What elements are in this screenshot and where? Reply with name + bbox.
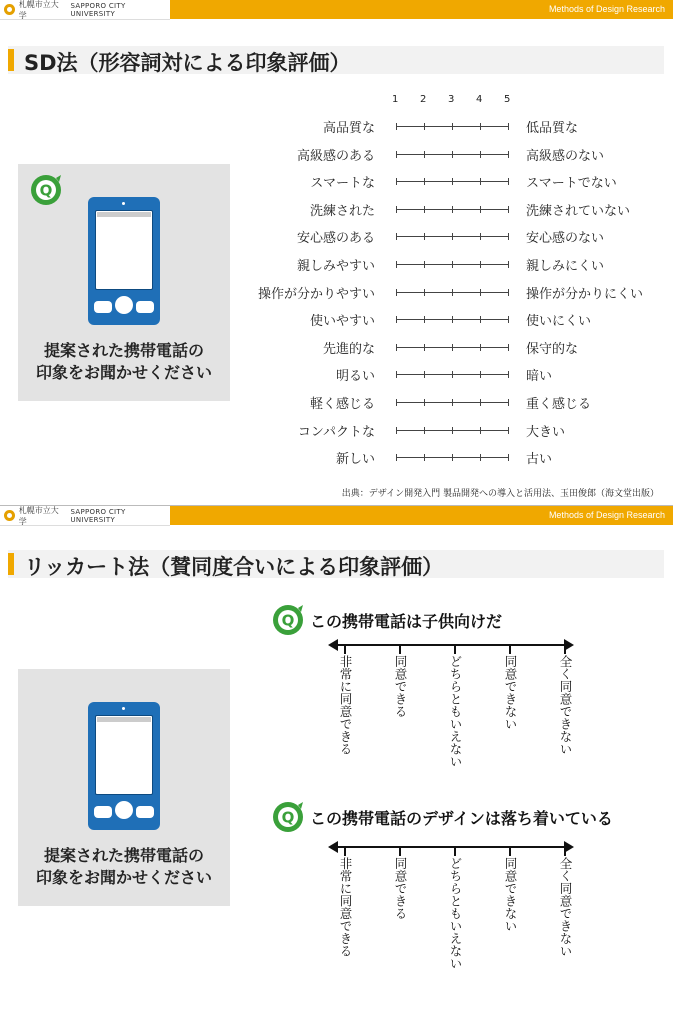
sd-scale-tick[interactable] [452, 316, 453, 323]
likert-option-label: 同意できない [503, 857, 518, 932]
sd-scale-tick[interactable] [396, 178, 397, 185]
sd-right-adjective: 暗い [526, 369, 553, 385]
slide-likert-method [0, 505, 673, 1010]
logo-en-text: SAPPORO CITY UNIVERSITY [70, 507, 126, 524]
svg-text:Q: Q [281, 611, 295, 630]
question-q-icon [30, 174, 62, 206]
sd-right-adjective: 高級感のない [526, 148, 605, 164]
sd-scale-tick[interactable] [452, 427, 453, 434]
sd-left-adjective: 高品質な [322, 121, 375, 136]
sd-scale-tick[interactable] [424, 427, 425, 434]
likert-option-label: 同意できる [393, 857, 408, 920]
sd-scale-tick[interactable] [452, 371, 453, 378]
mobile-phone-illustration [88, 197, 160, 325]
sd-scale-tick[interactable] [452, 151, 453, 158]
sd-right-adjective: 低品質な [526, 121, 579, 136]
likert-option-label: 非常に同意できる [338, 655, 353, 755]
sd-scale-tick[interactable] [424, 151, 425, 158]
sd-scale-tick[interactable] [508, 316, 509, 323]
sd-scale-line [396, 402, 508, 403]
sd-left-adjective: コンパクトな [297, 424, 375, 440]
sd-scale-tick[interactable] [480, 289, 481, 296]
scale-number: 4 [476, 94, 483, 105]
sd-scale-tick[interactable] [396, 454, 397, 461]
sd-scale-tick[interactable] [508, 427, 509, 434]
sd-scale-tick[interactable] [508, 178, 509, 185]
likert-tick[interactable] [399, 847, 401, 856]
sd-scale-tick[interactable] [396, 399, 397, 406]
question-text: この携帯電話は子供向けだ [310, 612, 503, 631]
sd-scale-line [396, 264, 508, 265]
scale-axis-line [330, 644, 568, 646]
sd-scale-line [396, 430, 508, 431]
likert-option-label: 同意できない [503, 655, 518, 730]
sd-left-adjective: 先進的な [322, 341, 375, 357]
slide-title-bar [8, 550, 664, 578]
sd-scale-tick[interactable] [508, 289, 509, 296]
sd-scale-tick[interactable] [396, 123, 397, 130]
likert-option-label: 全く同意できない [558, 655, 573, 755]
sd-scale-tick[interactable] [480, 454, 481, 461]
sd-scale-tick[interactable] [424, 316, 425, 323]
sd-scale-tick[interactable] [424, 344, 425, 351]
likert-tick[interactable] [509, 645, 511, 654]
sd-right-adjective: 安心感のない [526, 231, 605, 247]
sd-scale-tick[interactable] [452, 178, 453, 185]
panel-caption [18, 340, 230, 384]
sd-scale-tick[interactable] [452, 123, 453, 130]
sd-scale-tick[interactable] [480, 316, 481, 323]
logo-jp-text: 札幌市立大学 [18, 0, 59, 20]
sd-scale-tick[interactable] [508, 344, 509, 351]
sd-scale-tick[interactable] [508, 261, 509, 268]
sd-scale-tick[interactable] [508, 233, 509, 240]
header-course-title: Methods of Design Research [548, 510, 665, 520]
header-bar [0, 506, 673, 525]
header-course-title: Methods of Design Research [548, 4, 665, 14]
likert-option-label: どちらともいえない [448, 857, 463, 970]
likert-tick[interactable] [564, 847, 566, 856]
likert-tick[interactable] [399, 645, 401, 654]
sd-scale-tick[interactable] [480, 371, 481, 378]
sd-scale-tick[interactable] [424, 399, 425, 406]
sd-scale-tick[interactable] [396, 151, 397, 158]
sd-scale-tick[interactable] [452, 454, 453, 461]
logo-mark-icon [4, 510, 15, 521]
source-citation: 出典：デザイン開発入門 製品開発への導入と活用法、玉田俊郎（海文堂出版） [341, 489, 659, 499]
university-logo [0, 506, 170, 526]
caption-line-1: 提案された携帯電話の [43, 341, 204, 360]
svg-text:Q: Q [281, 808, 295, 827]
arrow-left-icon [328, 841, 338, 853]
sd-left-adjective: 軽く感じる [309, 397, 375, 412]
sd-scale-tick[interactable] [424, 233, 425, 240]
sd-scale-tick[interactable] [396, 233, 397, 240]
slide-title: リッカート法（賛同度合いによる印象評価） [24, 555, 444, 579]
header-bar [0, 0, 673, 19]
sd-scale-tick[interactable] [452, 233, 453, 240]
sd-right-adjective: スマートでない [526, 176, 617, 192]
panel-caption [18, 845, 230, 889]
sd-scale-tick[interactable] [480, 233, 481, 240]
sd-left-adjective: 洗練された [309, 203, 375, 219]
slide-title: SD法（形容詞対による印象評価） [24, 51, 351, 75]
sd-left-adjective: 親しみやすい [296, 259, 375, 274]
sd-scale-tick[interactable] [508, 399, 509, 406]
sd-scale-tick[interactable] [452, 399, 453, 406]
sd-scale-line [396, 209, 508, 210]
sd-scale-tick[interactable] [396, 289, 397, 296]
sd-scale-tick[interactable] [508, 454, 509, 461]
title-accent [8, 49, 14, 71]
sd-scale-tick[interactable] [480, 344, 481, 351]
caption-line-2: 印象をお聞かせください [35, 363, 212, 382]
question-q-icon [272, 801, 304, 833]
sd-right-adjective: 古い [526, 452, 553, 468]
caption-line-2: 印象をお聞かせください [35, 868, 212, 887]
sd-right-adjective: 大きい [526, 424, 566, 440]
sd-scale-tick[interactable] [480, 427, 481, 434]
sd-scale-tick[interactable] [424, 371, 425, 378]
arrow-left-icon [328, 639, 338, 651]
sd-scale-tick[interactable] [452, 344, 453, 351]
sd-scale-line [396, 126, 508, 127]
sd-scale-tick[interactable] [424, 289, 425, 296]
scale-number: 3 [448, 94, 455, 105]
likert-tick[interactable] [454, 645, 456, 654]
sd-left-adjective: 安心感のある [296, 231, 375, 247]
likert-scale-2 [330, 839, 580, 989]
likert-scale-1 [330, 637, 580, 787]
sd-scale-line [396, 292, 508, 293]
scale-number: 5 [504, 94, 511, 105]
phone-panel [18, 164, 230, 401]
sd-scale-tick[interactable] [452, 261, 453, 268]
sd-scale-tick[interactable] [396, 316, 397, 323]
sd-scale-tick[interactable] [480, 399, 481, 406]
sd-scale-tick[interactable] [452, 206, 453, 213]
phone-panel [18, 669, 230, 906]
likert-tick[interactable] [509, 847, 511, 856]
sd-scale-tick[interactable] [424, 178, 425, 185]
logo-en-text: SAPPORO CITY UNIVERSITY [70, 1, 126, 18]
mobile-phone-illustration [88, 702, 160, 830]
sd-right-adjective: 重く感じる [526, 397, 592, 412]
sd-scale-tick[interactable] [480, 151, 481, 158]
likert-option-label: 全く同意できない [558, 857, 573, 957]
sd-scale-tick[interactable] [396, 344, 397, 351]
likert-tick[interactable] [564, 645, 566, 654]
caption-line-1: 提案された携帯電話の [43, 846, 204, 865]
sd-scale-line [396, 319, 508, 320]
scale-axis-line [330, 846, 568, 848]
sd-scale-tick[interactable] [424, 261, 425, 268]
sd-left-adjective: 高級感のある [296, 148, 375, 164]
sd-scale-tick[interactable] [480, 261, 481, 268]
likert-tick[interactable] [344, 645, 346, 654]
sd-scale-tick[interactable] [396, 371, 397, 378]
sd-scale-tick[interactable] [424, 206, 425, 213]
sd-scale-line [396, 236, 508, 237]
title-accent [8, 553, 14, 575]
logo-mark-icon [4, 4, 15, 15]
sd-right-adjective: 親しみにくい [526, 259, 605, 274]
sd-scale-tick[interactable] [424, 123, 425, 130]
sd-scale-line [396, 374, 508, 375]
sd-scale-tick[interactable] [508, 151, 509, 158]
sd-right-adjective: 使いにくい [526, 314, 592, 330]
university-logo [0, 0, 170, 20]
sd-left-adjective: 操作が分かりやすい [257, 286, 375, 302]
sd-scale-tick[interactable] [396, 427, 397, 434]
likert-option-label: どちらともいえない [448, 655, 463, 768]
sd-scale-tick[interactable] [480, 206, 481, 213]
sd-scale-tick[interactable] [480, 178, 481, 185]
sd-scale-line [396, 181, 508, 182]
sd-scale-line [396, 457, 508, 458]
sd-left-adjective: 新しい [335, 452, 375, 468]
logo-jp-text: 札幌市立大学 [18, 505, 59, 526]
scale-number: 2 [420, 94, 427, 105]
sd-scale-tick[interactable] [508, 371, 509, 378]
sd-right-adjective: 操作が分かりにくい [526, 286, 644, 302]
svg-text:Q: Q [39, 181, 53, 200]
sd-left-adjective: 明るい [335, 369, 375, 385]
sd-scale-tick[interactable] [396, 206, 397, 213]
sd-scale-tick[interactable] [508, 206, 509, 213]
question-q-icon [272, 604, 304, 636]
sd-scale-tick[interactable] [396, 261, 397, 268]
sd-scale-line [396, 347, 508, 348]
likert-tick[interactable] [454, 847, 456, 856]
likert-tick[interactable] [344, 847, 346, 856]
sd-left-adjective: スマートな [310, 176, 375, 192]
likert-option-label: 同意できる [393, 655, 408, 718]
sd-scale-line [396, 154, 508, 155]
scale-number: 1 [392, 94, 399, 105]
sd-scale-tick[interactable] [452, 289, 453, 296]
sd-left-adjective: 使いやすい [309, 314, 375, 330]
sd-right-adjective: 保守的な [526, 341, 579, 357]
slide-title-bar [8, 46, 664, 74]
sd-scale-tick[interactable] [508, 123, 509, 130]
sd-scale-tick[interactable] [480, 123, 481, 130]
sd-right-adjective: 洗練されていない [526, 203, 631, 219]
likert-option-label: 非常に同意できる [338, 857, 353, 957]
sd-scale-tick[interactable] [424, 454, 425, 461]
question-text: この携帯電話のデザインは落ち着いている [310, 809, 613, 828]
